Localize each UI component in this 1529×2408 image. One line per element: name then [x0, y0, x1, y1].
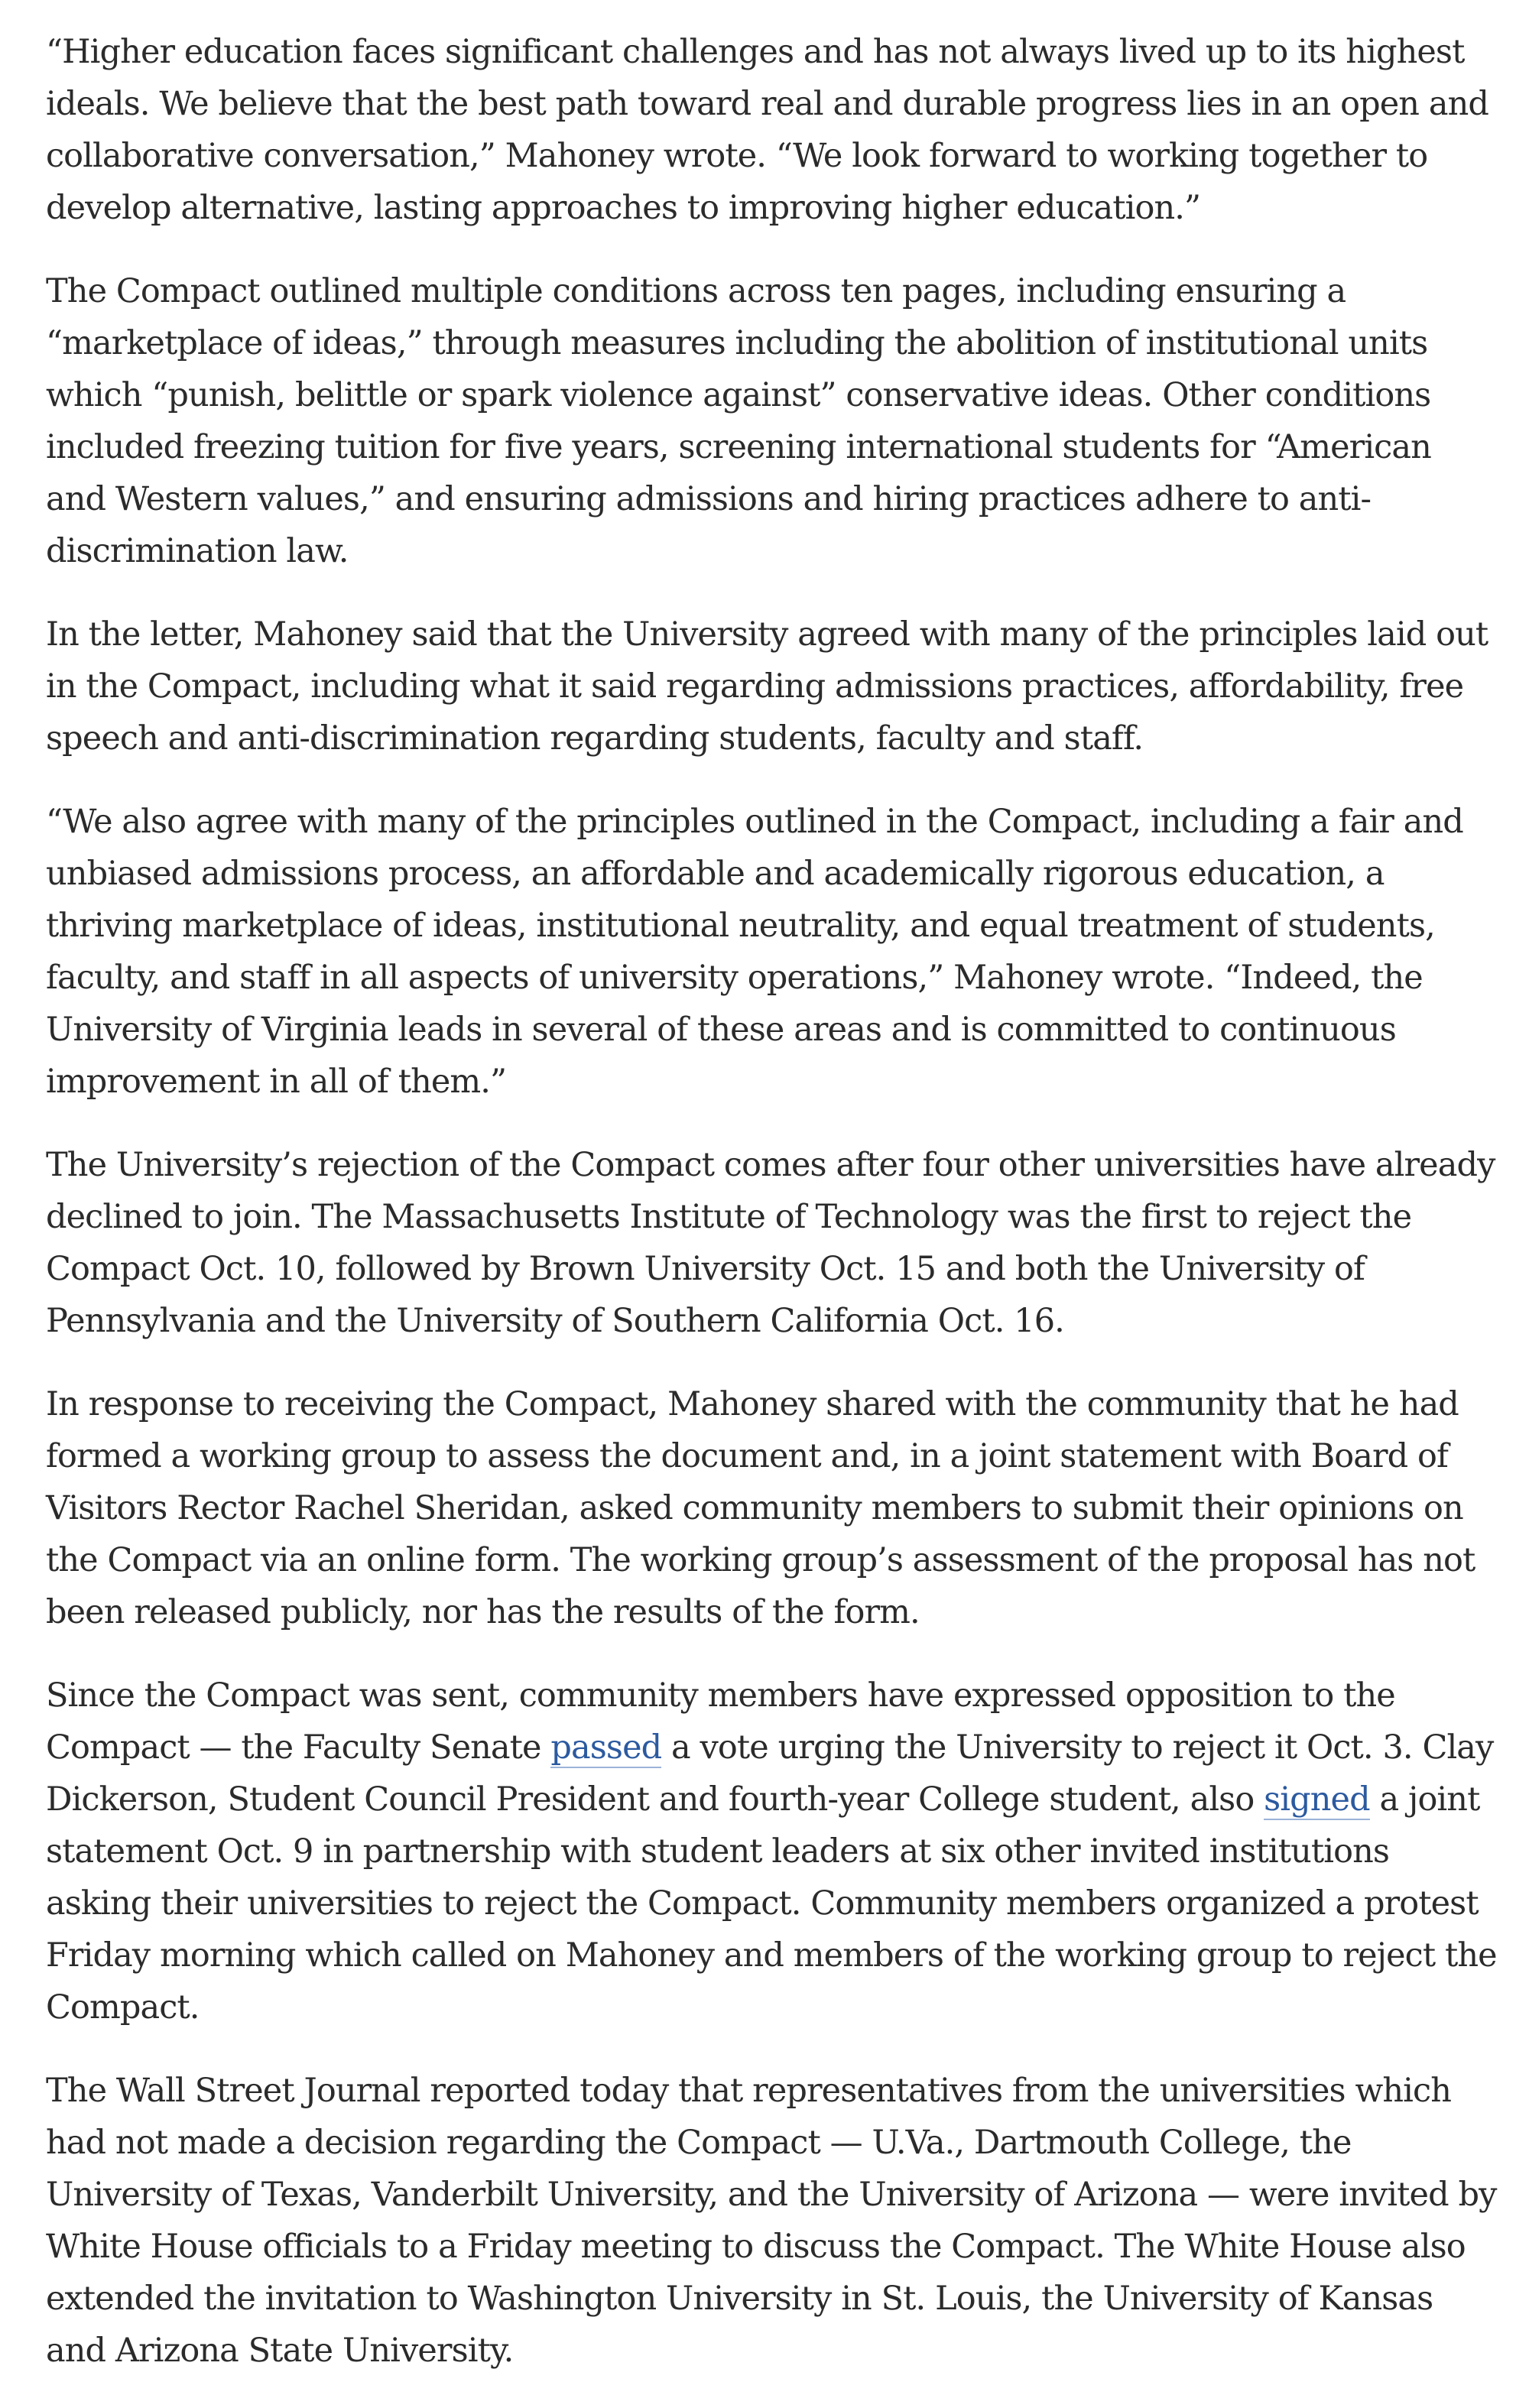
- article-body: [46, 26, 1498, 2408]
- paragraph-5: The University’s rejection of the Compact comes after four other universities have already declined to join. The Massachusetts Institute of Technology was the first to reject the Compact Oct. 10, followed by Brown University Oct. 15 and both the University of Pennsylvania and the University of Southern California Oct. 16.: [46, 1146, 1495, 1340]
- paragraph-7-text-2: a vote urging the University to reject it Oct. 3. Clay Dickerson, Student Council President and fourth-year College student, also: [46, 1728, 1494, 1819]
- paragraph-2: The Compact outlined multiple conditions across ten pages, including ensuring a “marketplace of ideas,” through measures including the abolition of institutional units which “punish, belittle or spark violence against” conservative ideas. Other conditions included freezing tuition for five years, screening international students for “American and Western values,” and ensuring admissions and hiring practices adhere to anti-discrimination law.: [46, 272, 1431, 570]
- paragraph-7-text-1: Since the Compact was sent, community members have expressed opposition to the Compact — the Faculty Senate: [46, 1676, 1395, 1767]
- passed-link[interactable]: passed: [550, 1728, 662, 1767]
- paragraph-7: [46, 1670, 1498, 2033]
- paragraph-1: “Higher education faces significant challenges and has not always lived up to its highest ideals. We believe that the best path toward real and durable progress lies in an open and collaborative conversation,” Mahoney wrote. “We look forward to working together to develop alternative, lasting approaches to improving higher education.”: [46, 33, 1489, 227]
- paragraph-6: In response to receiving the Compact, Mahoney shared with the community that he had formed a working group to assess the document and, in a joint statement with Board of Visitors Rector Rachel Sheridan, asked community members to submit their opinions on the Compact via an online form. The working group’s assessment of the proposal has not been released publicly, nor has the results of the form.: [46, 1385, 1475, 1631]
- paragraph-8: The Wall Street Journal reported today that representatives from the universities which had not made a decision regarding the Compact — U.Va., Dartmouth College, the University of Texas, Vanderbilt University, and the University of Arizona — were invited by White House officials to a Friday meeting to discuss the Compact. The White House also extended the invitation to Washington University in St. Louis, the University of Kansas and Arizona State University.: [46, 2072, 1497, 2370]
- signed-link[interactable]: signed: [1264, 1780, 1370, 1819]
- paragraph-3: In the letter, Mahoney said that the University agreed with many of the principles laid out in the Compact, including what it said regarding admissions practices, affordability, free speech and anti-discrimination regarding students, faculty and staff.: [46, 615, 1488, 758]
- paragraph-4: “We also agree with many of the principles outlined in the Compact, including a fair and unbiased admissions process, an affordable and academically rigorous education, a thriving marketplace of ideas, institutional neutrality, and equal treatment of students, faculty, and staff in all aspects of university operations,” Mahoney wrote. “Indeed, the University of Virginia leads in several of these areas and is committed to continuous improvement in all of them.”: [46, 803, 1463, 1101]
- paragraph-7-text-3: a joint statement Oct. 9 in partnership with student leaders at six other invited institutions asking their universities to reject the Compact. Community members organized a protest Friday morning which called on Mahoney and members of the working group to reject the Compact.: [46, 1780, 1497, 2027]
